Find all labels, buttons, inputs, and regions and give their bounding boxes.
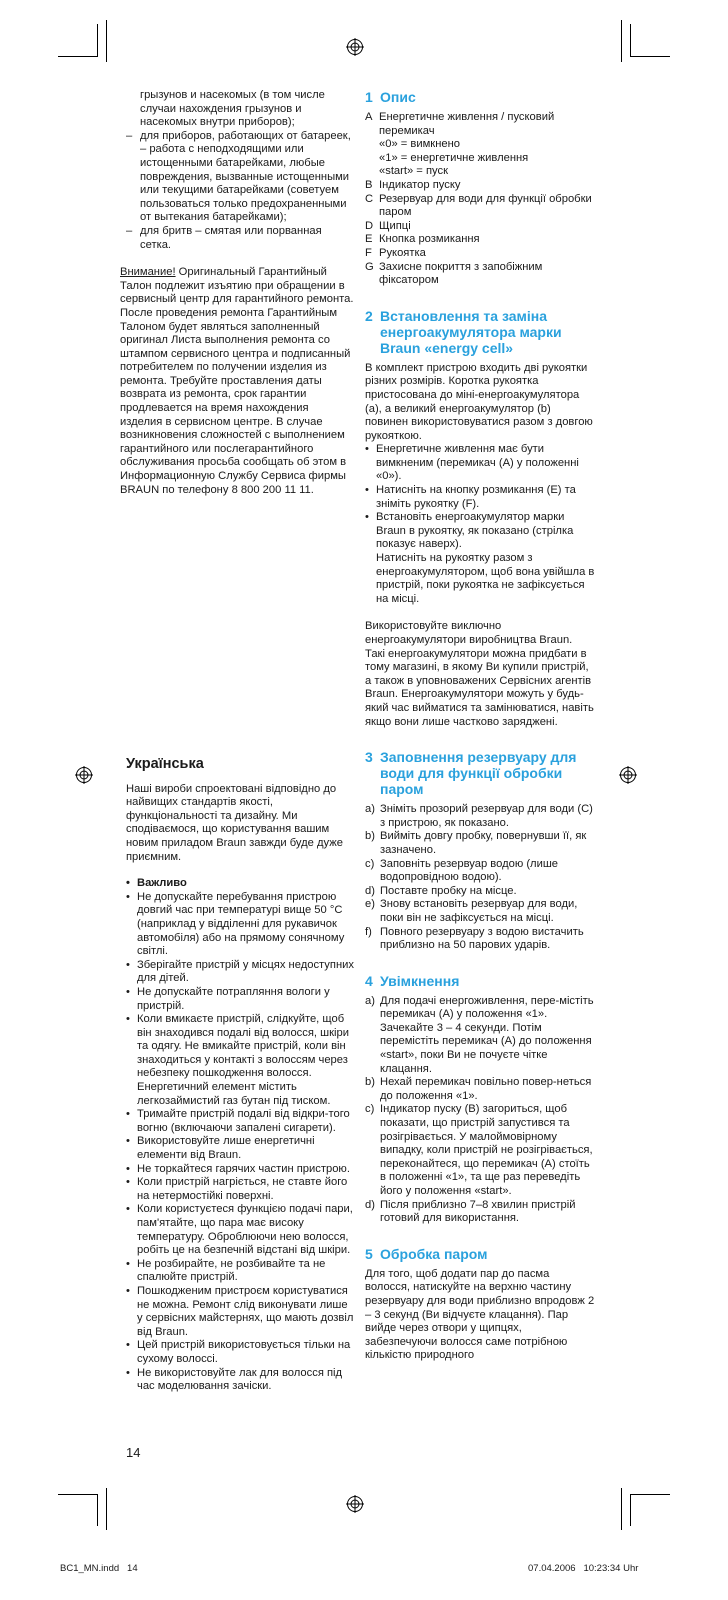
list-item: • Не використовуйте лак для волосся під час моделювання зачіски.	[126, 1367, 354, 1394]
section-5-text: Для того, щоб додати пар до пасма волосся, натискуйте на верхню частину резервуару для води приблизно впродовж 2 – 3 секунд (Ви відчуєте клацання). Пар вийде через отвори у щипцях, забезпечуючи волосся саме потрібною кількістю природного	[365, 1267, 595, 1362]
language-heading: Українська	[126, 756, 204, 772]
section-4-heading: 4 Увімкнення	[365, 972, 460, 989]
list-item: C Резервуар для води для функції обробки паром	[365, 192, 592, 219]
page-number: 14	[126, 1445, 141, 1460]
ru-warning-label: Внимание!	[120, 266, 176, 279]
ua-intro-text: Наші вироби спроектовані відповідно до найвищих стандартів якості, функціональності та дизайну. Ми сподіваємося, що користування вашим новим приладом Braun завжди буде дуже приємним.	[126, 782, 343, 863]
registration-mark-icon	[346, 38, 364, 56]
list-item: • Енергетичне живлення має бути вимкненим (перемикач (A) у положенні «0»).	[365, 443, 595, 484]
list-item: • Тримайте пристрій подалі від відкри-того вогню (включаючи запалені сигарети).	[126, 1108, 354, 1135]
list-item: d) Поставте пробку на місце.	[365, 884, 517, 897]
section-2-intro: В комплект пристрою входить дві рукоятки різних розмірів. Коротка рукоятка пристосована до міні-енергоакумулятора (a), а великий енергоакумулятор (b) повинен використовуватися разом з довгою рукояткою.	[365, 361, 593, 442]
crop-mark	[621, 1488, 622, 1530]
list-item: f) Повного резервуару з водою вистачить приблизно на 50 парових ударів.	[365, 925, 584, 952]
list-item: A Енергетичне живлення / пусковий перемикач «0» = вимкнено «1» = енергетичне живлення «start» = пуск	[365, 111, 555, 178]
print-timestamp: 07.04.2006 10:23:34 Uhr	[528, 1563, 639, 1574]
ukrainian-section	[126, 758, 354, 1394]
list-item: – для бритв – смятая или порванная сетка.	[120, 225, 354, 252]
crop-mark	[630, 1494, 670, 1495]
list-item: • Коли користуєтеся функцією подачі пари, пам'ятайте, що пара має високу температуру. Оброблюючи нею волосся, робіть це на безпечній відстані від шкіри.	[126, 1203, 354, 1257]
list-item: – для приборов, работающих от батареек, – работа с неподходящими или истощенными батарейками, любые повреждения, вызванные истощенными или текущими батарейками (советуем пользоваться только предохраненными от вытекания батарейками);	[120, 130, 354, 225]
important-label: • Важливо	[126, 877, 354, 891]
list-item: D Щипці	[365, 219, 411, 232]
ru-warning-paragraph	[120, 266, 354, 497]
ru-warning-text: Оригинальный Гарантийный Талон подлежит изъятию при обращении в сервисный центр для гарантийного ремонта. После проведения ремонта Гарантийным Талоном будет являться заполненный оригинал Листа выполнения ремонта со штампом сервисного центра и подписанный потребителем по получении изделия из ремонта. Требуйте проставления даты возврата из ремонта, срок гарантии продлевается на время нахождения изделия в сервисном центре. В случае возникновения сложностей с выполнением гарантийного или послегарантийного обслуживания просьба сообщать об этом в Информационную Службу Сервиса фирмы BRAUN по телефону 8 800 200 11 11.	[120, 266, 354, 496]
crop-mark	[630, 56, 670, 57]
crop-mark	[58, 56, 98, 57]
registration-mark-icon	[346, 1495, 364, 1513]
list-item: e) Знову встановіть резервуар для води, поки він не зафіксується на місці.	[365, 898, 578, 924]
list-item: • Не розбирайте, не розбивайте та не спалюйте пристрій.	[126, 1258, 354, 1285]
section-5-heading: 5 Обробка паром	[365, 1245, 488, 1262]
crop-mark	[630, 1494, 631, 1526]
list-item: b) Нехай перемикач повільно повер-неться до положення «1».	[365, 1076, 592, 1102]
crop-mark	[97, 1494, 98, 1526]
registration-mark-icon	[619, 766, 637, 784]
section-2-heading: 2 Встановлення та заміна енергоакумулятора марки Braun «energy cell»	[365, 307, 562, 356]
list-item: • Пошкодженим пристроєм користуватися не можна. Ремонт слід виконувати лише у сервісних майстернях, що мають дозвіл від Braun.	[126, 1285, 354, 1339]
list-item: a) Для подачі енергоживлення, пере-містіть перемикач (A) у положення «1». Зачекайте 3 – 4 секунди. Потім перемістіть перемикач (A) до положення «start», поки Ви не почуєте чітке клацання.	[365, 994, 594, 1075]
section-1-heading: 1 Опис	[365, 89, 416, 105]
list-item: • Зберігайте пристрій у місцях недоступних для дітей.	[126, 959, 354, 986]
list-item: B Індикатор пуску	[365, 178, 461, 191]
list-item: a) Зніміть прозорий резервуар для води (C) з пристрою, як показано.	[365, 803, 593, 829]
crop-mark	[58, 1494, 98, 1495]
list-item: • Використовуйте лише енергетичні елементи від Braun.	[126, 1135, 354, 1162]
section-2-note: Використовуйте виключно енергоакумулятори виробництва Braun. Такі енергоакумулятори можна придбати в тому магазині, в якому Ви купили пристрій, а також в уповноважених Сервісних агентів Braun. Енергоакумулятори можуть у будь-який час вийматися та замінюватися, навіть якщо вони лише частково заряджені.	[365, 620, 594, 728]
file-slug: BC1_MN.indd 14	[60, 1563, 138, 1574]
list-item: G Захисне покриття з запобіжним фіксатором	[365, 260, 543, 287]
list-item: b) Вийміть довгу пробку, повернувши її, як зазначено.	[365, 830, 587, 856]
list-item: E Кнопка розмикання	[365, 233, 480, 246]
ru-intro-text: грызунов и насекомых (в том числе случаи нахождения грызунов и насекомых внутри приборов);	[140, 89, 325, 129]
crop-mark	[97, 24, 98, 56]
list-item: • Не торкайтеся гарячих частин пристрою.	[126, 1163, 354, 1177]
crop-mark	[630, 24, 631, 56]
crop-mark	[621, 20, 622, 62]
crop-mark	[106, 1488, 107, 1530]
registration-mark-icon	[75, 766, 93, 784]
russian-warranty-continuation	[120, 89, 354, 497]
ua-safety-list	[126, 877, 354, 1394]
list-item: F Рукоятка	[365, 246, 426, 259]
section-4-steps	[365, 995, 595, 1226]
section-3-heading: 3 Заповнення резервуару для води для функції обробки паром	[365, 749, 577, 798]
list-item: c) Заповніть резервуар водою (лише водопровідною водою).	[365, 857, 559, 884]
list-item: • Не допускайте перебування пристрою довгий час при температурі вище 50 °C (наприклад у відділенні для рукавичок автомобіля) або на прямому сонячному світлі.	[126, 891, 354, 959]
list-item: • Встановіть енергоакумулятор марки Braun в рукоятку, як показано (стрілка показує наверх). Натисніть на рукоятку разом з енергоакумулятором, щоб вона увійшла в пристрій, поки рукоятка не зафіксується на місці.	[365, 511, 595, 606]
ru-exclusion-list	[120, 130, 354, 252]
section-3-steps	[365, 803, 595, 953]
crop-mark	[106, 20, 107, 62]
parts-description-list	[365, 111, 595, 288]
list-item: c) Індикатор пуску (B) загориться, щоб показати, що пристрій запустився та розігрівається. У малоймовірному випадку, коли пристрій не розігрівається, переконайтеся, що перемикач (A) стоїть в положенні «1», та ще раз переведіть його у положення «start».	[365, 1103, 593, 1197]
list-item: • Натисніть на кнопку розмикання (E) та зніміть рукоятку (F).	[365, 484, 595, 511]
list-item: • Цей пристрій використовується тільки на сухому волоссі.	[126, 1339, 354, 1366]
instructions-column	[365, 89, 595, 1363]
list-item: • Не допускайте потрапляння вологи у пристрій.	[126, 986, 354, 1013]
list-item: d) Після приблизно 7–8 хвилин пристрій готовий для використання.	[365, 1198, 576, 1225]
list-item: • Коли вмикаєте пристрій, слідкуйте, щоб він знаходився подалі від волосся, шкіри та одягу. Не вмикайте пристрій, коли він знаходиться у контакті з волоссям через небезпеку пошкодження волосся. Енергетичний елемент містить легкозаймистий газ бутан під тиском.	[126, 1013, 354, 1108]
list-item: • Коли пристрій нагріється, не ставте його на нетермостійкі поверхні.	[126, 1176, 354, 1203]
section-2-steps	[365, 443, 595, 606]
